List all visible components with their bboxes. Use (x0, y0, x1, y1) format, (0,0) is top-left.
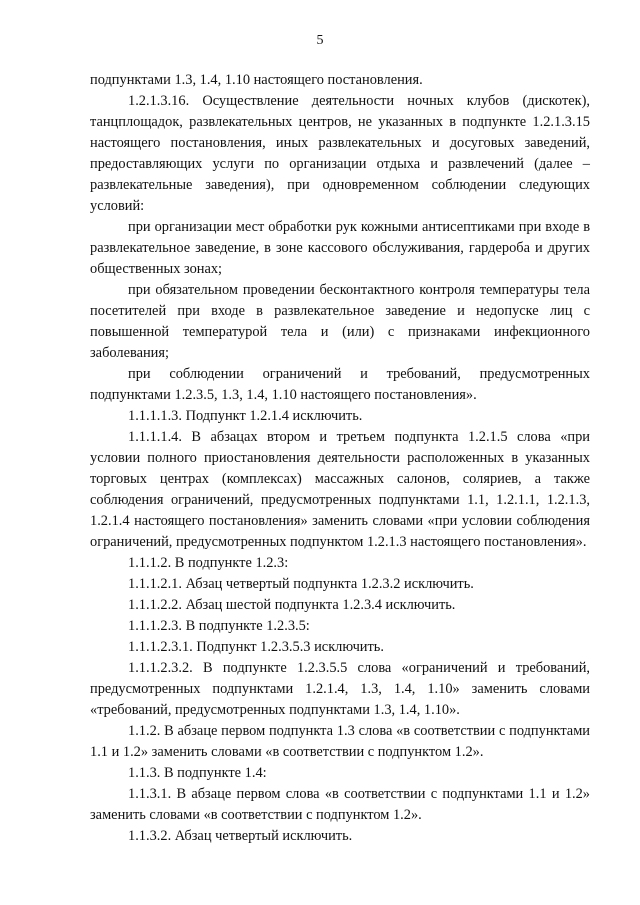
paragraph: при организации мест обработки рук кожными антисептиками при входе в развлекательное заведение, в зоне кассового обслуживания, гардероба и других общественных зонах; (90, 219, 590, 277)
paragraph: 1.1.1.2.3.1. Подпункт 1.2.3.5.3 исключить. (128, 639, 384, 655)
paragraph: 1.1.3.1. В абзаце первом слова «в соответствии с подпунктами 1.1 и 1.2» заменить словами «в соответствии с подпунктом 1.2». (90, 786, 590, 823)
page-number: 5 (316, 33, 324, 48)
paragraph: 1.1.3. В подпункте 1.4: (128, 765, 267, 781)
paragraph: подпунктами 1.3, 1.4, 1.10 настоящего постановления. (90, 72, 423, 88)
paragraph: 1.1.1.2. В подпункте 1.2.3: (128, 555, 289, 571)
paragraph: 1.1.1.2.2. Абзац шестой подпункта 1.2.3.4 исключить. (128, 597, 456, 613)
paragraph: 1.1.1.1.4. В абзацах втором и третьем подпункта 1.2.1.5 слова «при условии полного приостановления деятельности расположенных в указанных торговых центрах (комплексах) массажных салонов, соляриев, а также соблюдения ограничений, предусмотренных подпунктами 1.1, 1.2.1.1, 1.2.1.3, 1.2.1.4 настоящего постановления» заменить словами «при условии соблюдения ограничений, предусмотренных подпунктом 1.2.1.3 настоящего постановления». (90, 429, 590, 550)
paragraph: 1.1.1.2.3.2. В подпункте 1.2.3.5.5 слова «ограничений и требований, предусмотренных подпунктами 1.2.1.4, 1.3, 1.4, 1.10» заменить словами «требований, предусмотренных подпунктами 1.3, 1.4, 1.10». (90, 660, 590, 718)
paragraph: 1.1.1.2.3. В подпункте 1.2.3.5: (128, 618, 310, 634)
paragraph: при соблюдении ограничений и требований, предусмотренных подпунктами 1.2.3.5, 1.3, 1.4, 1.10 настоящего постановления». (90, 366, 590, 403)
paragraph: 1.1.1.2.1. Абзац четвертый подпункта 1.2.3.2 исключить. (128, 576, 474, 592)
paragraph: при обязательном проведении бесконтактного контроля температуры тела посетителей при входе в развлекательное заведение и недопуске лиц с повышенной температурой тела и (или) с признаками инфекционного заболевания; (90, 282, 590, 361)
paragraph: 1.1.3.2. Абзац четвертый исключить. (128, 828, 353, 844)
paragraph: 1.2.1.3.16. Осуществление деятельности ночных клубов (дискотек), танцплощадок, развлекательных центров, не указанных в подпункте 1.2.1.3.15 настоящего постановления, иных развлекательных и досуговых заведений, предоставляющих услуги по организации отдыха и развлечений (далее – развлекательные заведения), при одновременном соблюдении следующих условий: (90, 93, 590, 214)
document-body (90, 70, 590, 847)
paragraph: 1.1.2. В абзаце первом подпункта 1.3 слова «в соответствии с подпунктами 1.1 и 1.2» заменить словами «в соответствии с подпунктом 1.2». (90, 723, 590, 760)
paragraph: 1.1.1.1.3. Подпункт 1.2.1.4 исключить. (128, 408, 363, 424)
